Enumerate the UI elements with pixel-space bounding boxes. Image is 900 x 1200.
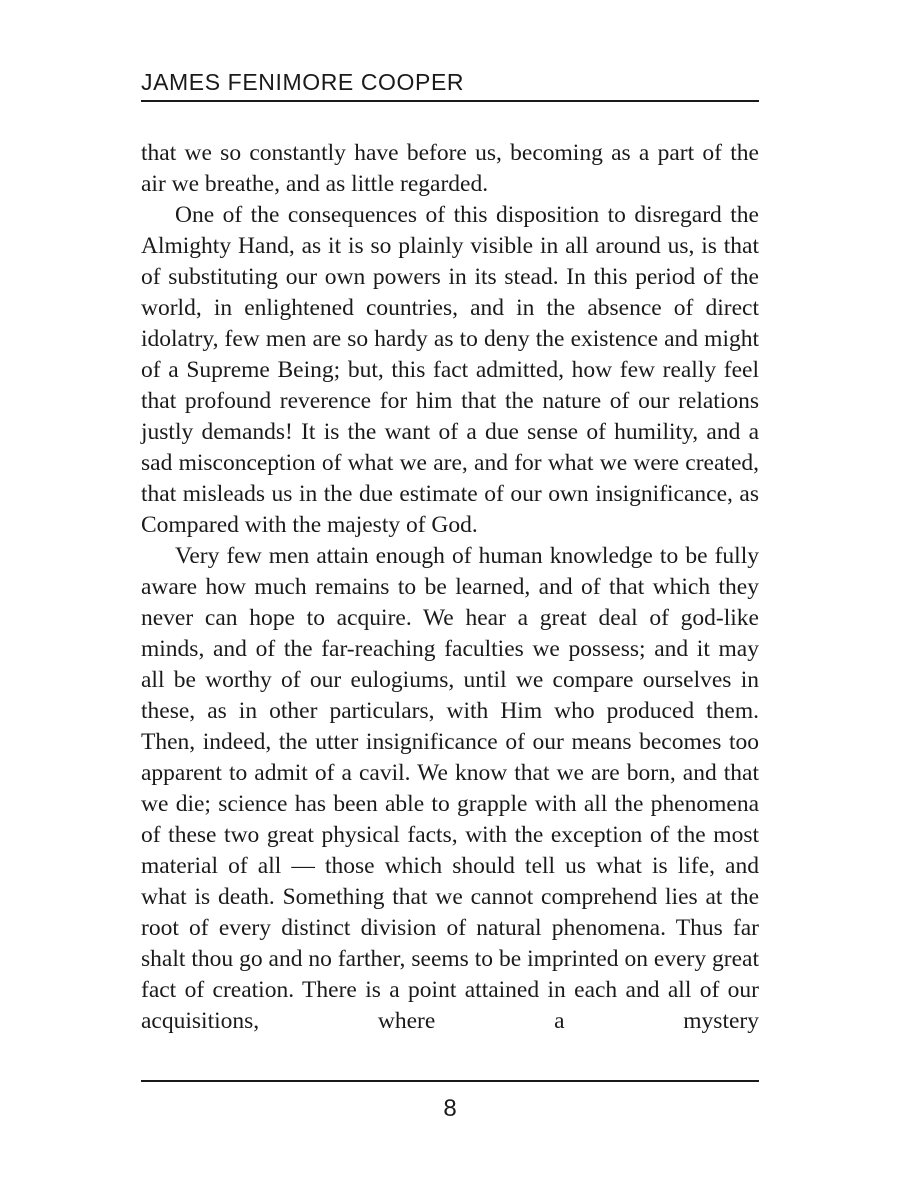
- page-number: 8: [443, 1095, 457, 1122]
- header-rule: [141, 100, 759, 102]
- footer-rule: [141, 1080, 759, 1082]
- running-head: JAMES FENIMORE COOPER: [141, 69, 465, 95]
- book-page: [141, 0, 759, 1200]
- paragraph: Very few men attain enough of human knowledge to be fully aware how much remains to be learned, and of that which they never can hope to acquire. We hear a great deal of god-like minds, and of the far-reaching faculties we possess; and it may all be worthy of our eulogiums, until we compare ourselves in these, as in other particulars, with Him who produced them. Then, indeed, the utter insignificance of our means becomes too apparent to admit of a cavil. We know that we are born, and that we die; science has been able to grapple with all the phenomena of these two great physical facts, with the exception of the most material of all — those which should tell us what is life, and what is death. Something that we cannot comprehend lies at the root of every distinct division of natural phenomena. Thus far shalt thou go and no farther, seems to be imprinted on every great fact of creation. There is a point attained in each and all of our acquisitions, where a mystery: [141, 543, 759, 1034]
- body-text: [141, 138, 759, 1037]
- paragraph: One of the consequences of this disposition to disregard the Almighty Hand, as it is so plainly visible in all around us, is that of substituting our own powers in its stead. In this period of the world, in enlightened countries, and in the absence of direct idolatry, few men are so hardy as to deny the existence and might of a Supreme Being; but, this fact admitted, how few really feel that profound reverence for him that the nature of our relations justly demands! It is the want of a due sense of humility, and a sad misconception of what we are, and for what we were created, that misleads us in the due estimate of our own insignificance, as Compared with the majesty of God.: [141, 202, 759, 538]
- paragraph-continuation: that we so constantly have before us, becoming as a part of the air we breathe, and as little regarded.: [141, 140, 759, 197]
